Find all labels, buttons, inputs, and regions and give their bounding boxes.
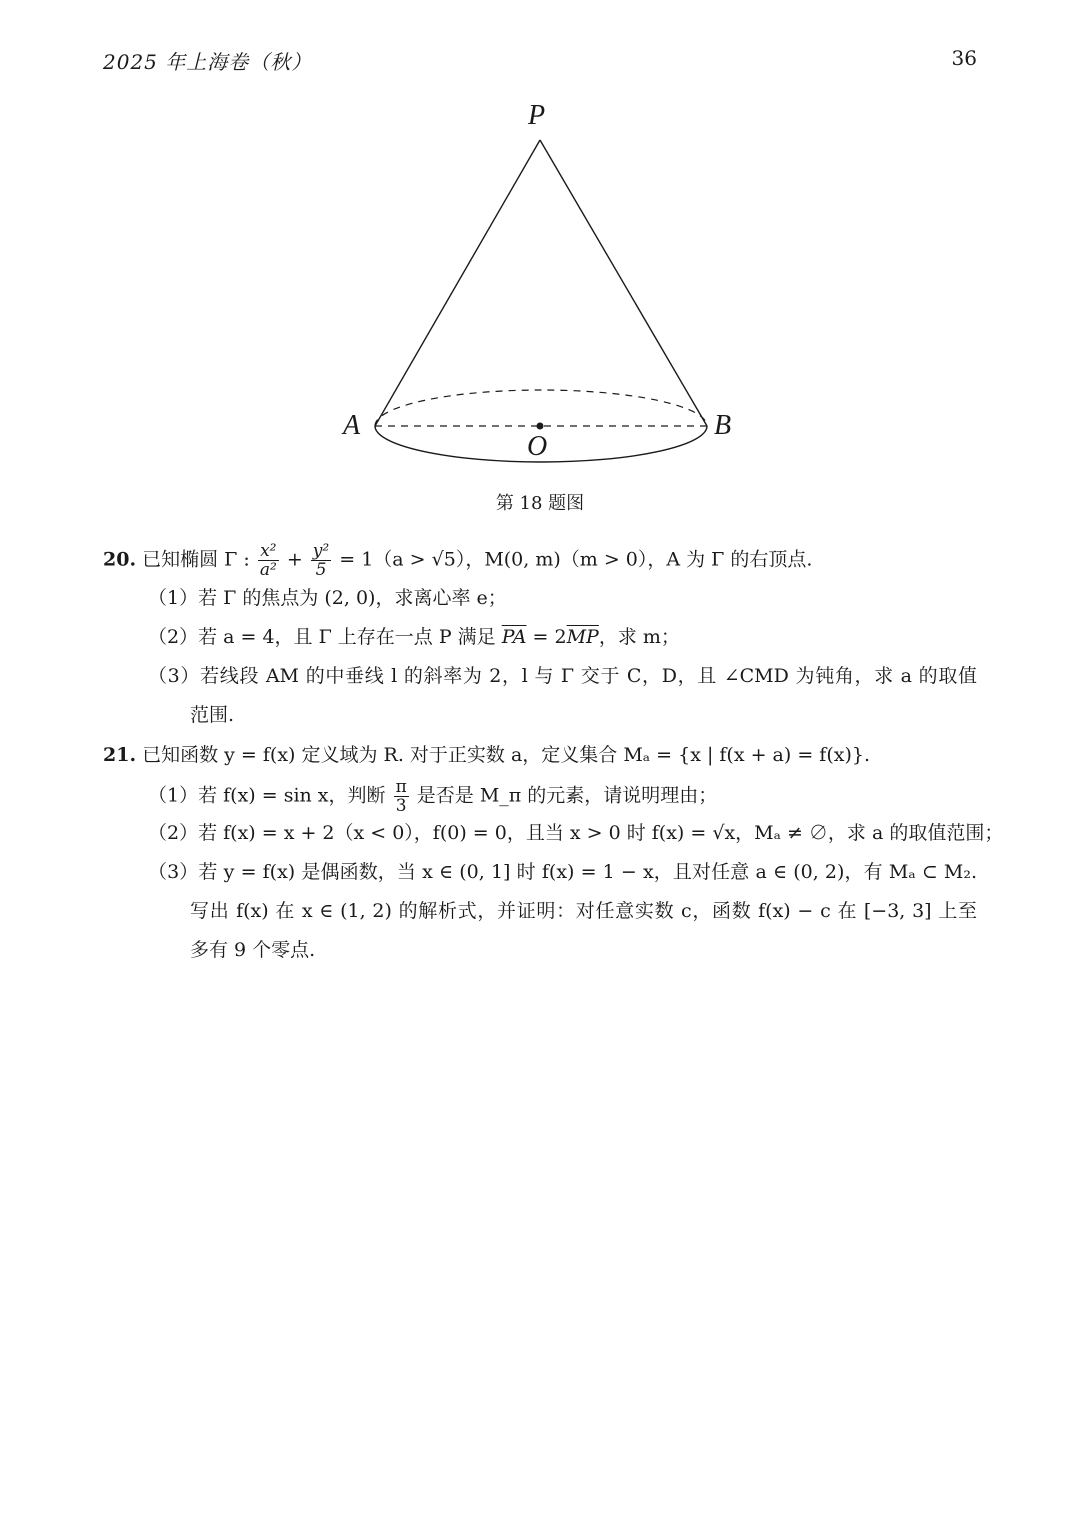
label-A: A	[343, 410, 361, 441]
q20-stem-pre: 已知椭圆 Γ :	[142, 548, 256, 571]
center-point-O	[537, 423, 544, 430]
q20-fraction-y: $\frac{\text{y²}}{5}$	[312, 541, 330, 580]
vector-MP: $\overline{MP}$	[566, 626, 599, 648]
q21-part1: （1）若 f(x) = sin x，判断 $\frac{\pi}{3}$ 是否是 M_π 的元素，请说明理由；	[148, 777, 718, 816]
q21-part3-line2: 写出 f(x) 在 x ∈ (1, 2) 的解析式，并证明：对任意实数 c，函数 f(x) − c 在 [−3, 3] 上至	[190, 900, 977, 922]
figure-caption: 第 18 题图	[495, 493, 585, 514]
q21-fraction-pi-3: $\frac{\pi}{3}$	[395, 777, 407, 816]
q20-stem-post: = 1（a > √5），M(0, m)（m > 0），A 为 Γ 的右顶点.	[333, 548, 813, 571]
vector-PA: $\overline{PA}$	[501, 626, 527, 648]
q20-part3-line1: （3）若线段 AM 的中垂线 l 的斜率为 2，l 与 Γ 交于 C，D，且 ∠CMD 为钝角，求 a 的取值	[148, 665, 977, 687]
q21-number: 21.	[103, 744, 137, 766]
label-B: B	[714, 410, 732, 441]
label-P: P	[528, 100, 546, 131]
q20-part3-line2: 范围.	[190, 704, 235, 726]
q20-number: 20.	[103, 548, 137, 571]
cone-drawing	[320, 98, 760, 478]
base-back-arc	[375, 390, 707, 426]
edge-PA	[375, 140, 540, 426]
q20-stem: 20. 已知椭圆 Γ : $\frac{\text{x²}}{\text{a²}}$ + $\frac{\text{y²}}{5}$ = 1（a > √5），M(0, m)（m > 0），A 为 Γ 的右顶点.	[103, 541, 813, 580]
header-title: 2025 年上海卷（秋）	[103, 50, 313, 74]
cone-figure	[320, 98, 760, 478]
q20-fraction-x: $\frac{\text{x²}}{\text{a²}}$	[259, 541, 277, 580]
q21-stem: 21. 已知函数 y = f(x) 定义域为 R. 对于正实数 a，定义集合 Mₐ = {x | f(x + a) = f(x)}.	[103, 744, 870, 766]
q21-part2: （2）若 f(x) = x + 2（x < 0），f(0) = 0，且当 x > 0 时 f(x) = √x，Mₐ ≠ ∅，求 a 的取值范围；	[148, 822, 1004, 844]
q20-part1: （1）若 Γ 的焦点为 (2, 0)，求离心率 e；	[148, 587, 507, 609]
q21-part3-line3: 多有 9 个零点.	[190, 939, 316, 961]
page-number: 36	[951, 46, 977, 70]
label-O: O	[527, 431, 548, 462]
q20-part2: （2）若 a = 4，且 Γ 上存在一点 P 满足 $\overline{PA} = 2\overline{MP}$，求 m；	[148, 626, 680, 648]
q21-part3-line1: （3）若 y = f(x) 是偶函数，当 x ∈ (0, 1] 时 f(x) = 1 − x，且对任意 a ∈ (0, 2)，有 Mₐ ⊂ M₂.	[148, 861, 977, 883]
edge-PB	[540, 140, 707, 426]
